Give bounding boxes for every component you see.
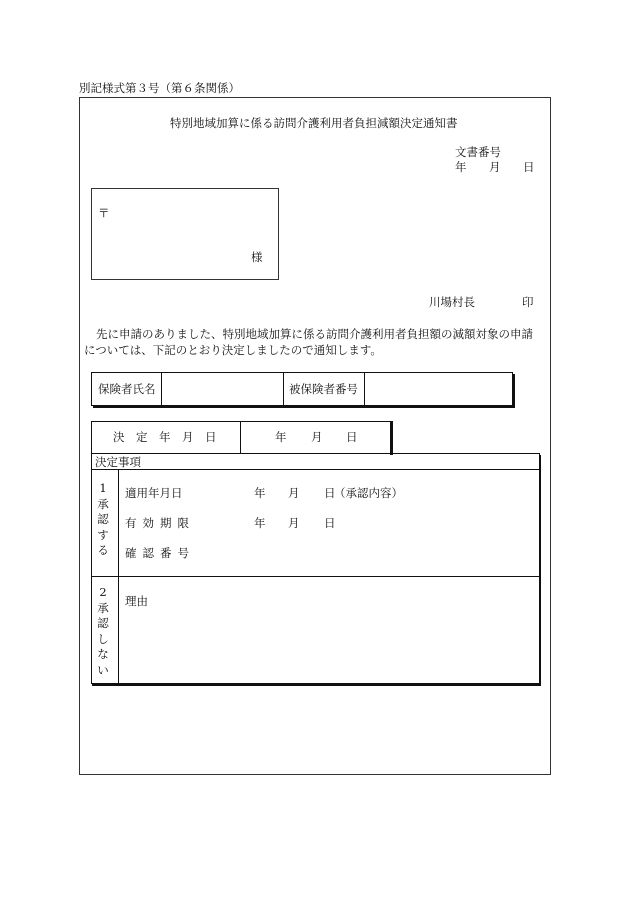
notice-text-line-1: 先に申請のありました、特別地域加算に係る訪問介護利用者負担額の減額対象の申請: [96, 327, 533, 341]
reject-label-char-6: い: [97, 662, 109, 677]
decision-date-day: 日: [346, 430, 358, 444]
insured-name-label: 保険者氏名: [98, 382, 156, 396]
notice-text-line-2: については、下記のとおり決定しましたので通知します。: [84, 343, 382, 357]
approve-label-char-1: 1: [99, 481, 107, 495]
document-number-label: 文書番号: [455, 145, 501, 159]
effective-date-year: 年: [254, 486, 266, 500]
validity-period-year: 年: [254, 516, 266, 530]
reject-label-char-4: し: [97, 631, 109, 646]
validity-period-day: 日: [324, 516, 336, 530]
address-box: [91, 188, 279, 280]
decision-date-month: 月: [311, 430, 323, 444]
reject-label-char-5: な: [97, 647, 109, 661]
reason-label: 理由: [125, 594, 148, 608]
approve-label-char-2: 承: [97, 496, 109, 511]
effective-date-month: 月: [288, 486, 300, 500]
reject-label-char-1: 2: [99, 585, 107, 599]
insured-number-label: 被保険者番号: [289, 382, 358, 396]
approve-label-char-3: 認: [97, 512, 109, 526]
insured-table-divider-2: [283, 372, 284, 405]
issue-date-day: 日: [523, 160, 535, 174]
validity-period-month: 月: [288, 516, 300, 530]
issue-date-year: 年: [455, 160, 467, 174]
issuer-name: 川場村長: [429, 295, 475, 309]
recipient-honorific: 様: [251, 250, 263, 264]
decision-table-header-line: [91, 469, 540, 470]
insured-table-divider-1: [161, 372, 162, 405]
reject-label-char-3: 認: [97, 616, 109, 630]
approve-section-label: [93, 481, 113, 559]
approve-label-char-5: る: [97, 543, 109, 557]
approve-label-char-4: す: [97, 527, 109, 542]
decision-date-label: 決 定 年 月 日: [113, 430, 217, 444]
effective-date-label: 適用年月日: [125, 486, 183, 500]
reject-section-label: [93, 585, 113, 678]
approval-content-note: （承認内容）: [334, 486, 403, 500]
form-identifier: 別記様式第３号（第６条関係）: [79, 81, 240, 95]
issue-date-month: 月: [489, 160, 501, 174]
postal-mark: 〒: [98, 206, 110, 220]
decision-date-year: 年: [275, 430, 287, 444]
seal-mark: 印: [522, 295, 534, 309]
decision-label-column-line: [118, 470, 119, 683]
effective-date-day: 日: [324, 486, 336, 500]
confirmation-number-label: 確認番号: [125, 546, 195, 560]
document-title: 特別地域加算に係る訪問介護利用者負担減額決定通知書: [170, 116, 458, 130]
reject-label-char-2: 承: [97, 600, 109, 615]
decision-section-divider: [91, 576, 540, 577]
insured-table-divider-3: [364, 372, 365, 405]
decision-items-label: 決定事項: [95, 455, 141, 469]
decision-date-divider: [240, 421, 241, 453]
validity-period-label: 有効期限: [125, 516, 195, 530]
